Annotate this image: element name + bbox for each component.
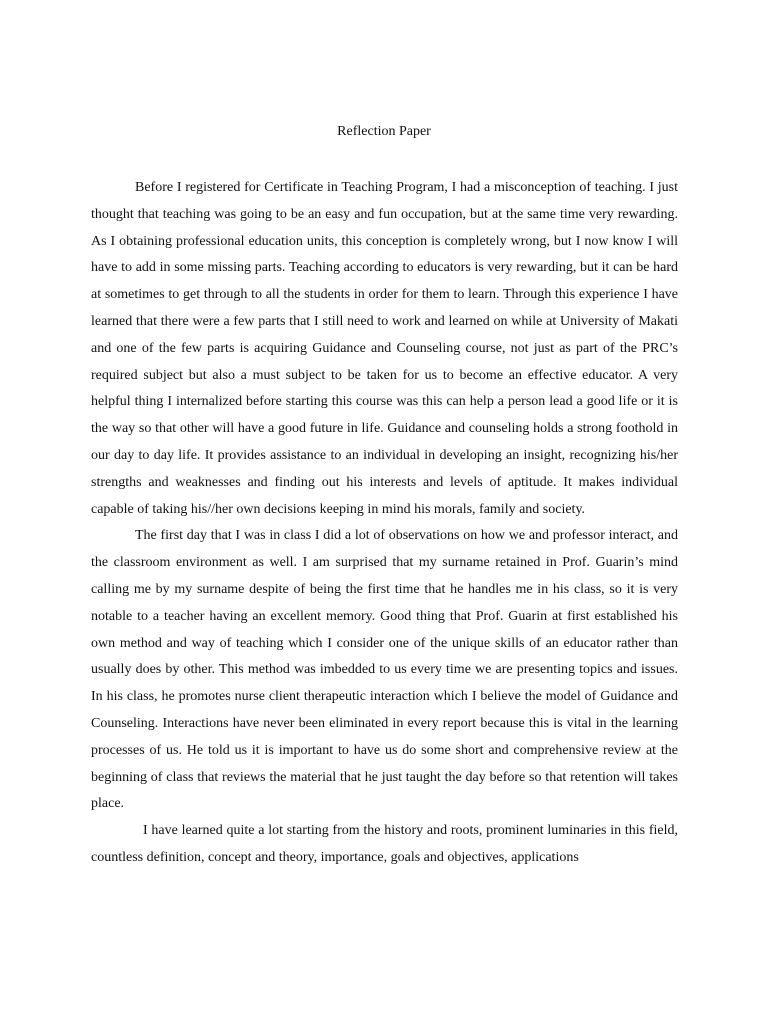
page-title: Reflection Paper	[337, 124, 431, 139]
paragraph-1: Before I registered for Certificate in Teaching Program, I had a misconception of teaching. I just thought that teaching was going to be an easy and fun occupation, but at the same time very rewarding. As I obtaining professional education units, this conception is completely wrong, but I now know I will have to add in some missing parts. Teaching according to educators is very rewarding, but it can be hard at sometimes to get through to all the students in order for them to learn. Through this experience I have learned that there were a few parts that I still need to work and learned on while at University of Makati and one of the few parts is acquiring Guidance and Counseling course, not just as part of the PRC’s required subject but also a must subject to be taken for us to become an effective educator. A very helpful thing I internalized before starting this course was this can help a person lead a good life or it is the way so that other will have a good future in life. Guidance and counseling holds a strong foothold in our day to day life. It provides assistance to an individual in developing an insight, recognizing his/her strengths and weaknesses and finding out his interests and levels of aptitude. It makes individual capable of taking his//her own decisions keeping in mind his morals, family and society.	[91, 180, 678, 517]
paragraph-3: I have learned quite a lot starting from the history and roots, prominent luminaries in this field, countless definition, concept and theory, importance, goals and objectives, applications	[91, 823, 678, 865]
document-body	[91, 175, 678, 872]
paragraph-2: The first day that I was in class I did a lot of observations on how we and professor interact, and the classroom environment as well. I am surprised that my surname retained in Prof. Guarin’s mind calling me by my surname despite of being the first time that he handles me in his class, so it is very notable to a teacher having an excellent memory. Good thing that Prof. Guarin at first established his own method and way of teaching which I consider one of the unique skills of an educator rather than usually does by other. This method was imbedded to us every time we are presenting topics and issues. In his class, he promotes nurse client therapeutic interaction which I believe the model of Guidance and Counseling. Interactions have never been eliminated in every report because this is vital in the learning processes of us. He told us it is important to have us do some short and comprehensive review at the beginning of class that reviews the material that he just taught the day before so that retention will takes place.	[91, 528, 678, 812]
